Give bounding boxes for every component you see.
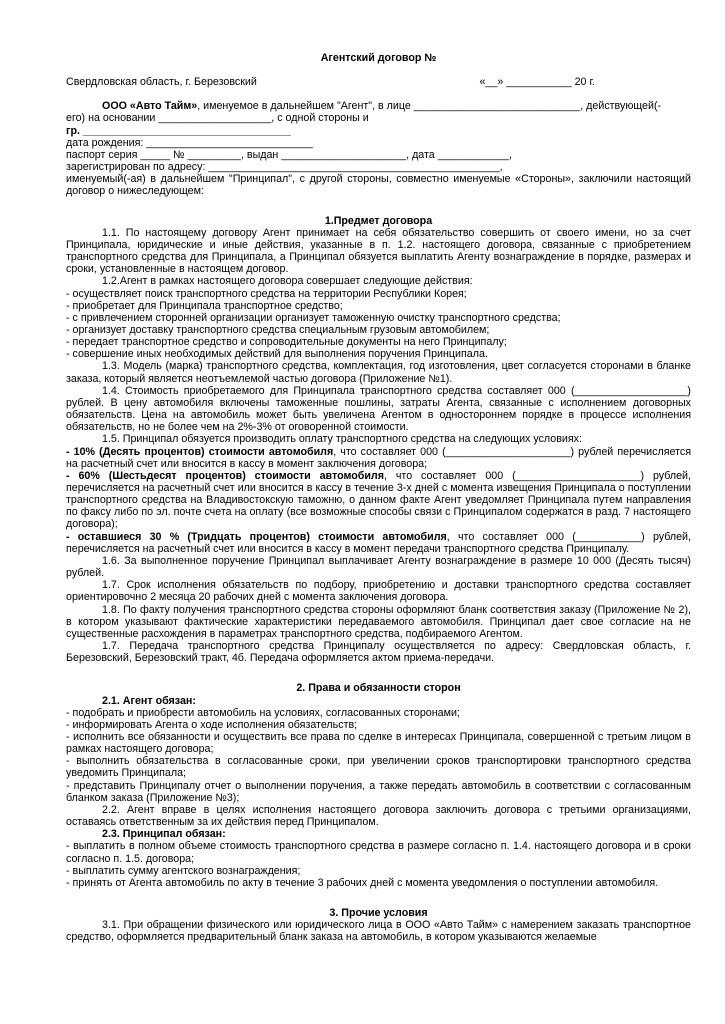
clause-1-7: 1.7. Срок исполнения обязательств по подбору, приобретению и доставки транспортного средства составляет ориентировочно 2 месяца 20 рабочих дней с момента заключения договора. xyxy=(66,579,691,604)
list-item: - представить Принципалу отчет о выполнении поручения, а также передать автомобиль в соответствии с согласованным бланком заказа (Приложение №3); xyxy=(66,779,691,804)
clause-2-2: 2.2. Агент вправе в целях исполнения настоящего договора заключить договора с третьими организациями, оставаясь ответственным за их действия перед Принципалом. xyxy=(66,803,691,829)
clause-1-5: 1.5. Принципал обязуется производить оплату транспортного средства на следующих условиях: xyxy=(102,433,582,446)
company-name: ООО «Авто Тайм» xyxy=(102,100,198,113)
payment-60-text: , что составляет 000 (_____________________) рублей, перечисляется на расчетный счет или вносится в кассу в течение 3-х дней с момента извещения Принципала о поступлении транспортного средства на Владивостокскую таможню, о данном факте Агент уведомляет Принципала путем направления по факсу либо по эл. почте счета на оплату (все возможные способы связи с Принципалом содержатся в разд. 7 настоящего договора); xyxy=(66,469,691,531)
citizen-blank: ___________________________________ xyxy=(82,124,291,137)
intro-line-2: его) на основании ___________________, с одной стороны и xyxy=(66,112,369,125)
payment-30-text: , что составляет 000 (___________) рублей, перечисляется на расчетный счет или вносится в кассу в момент передачи транспортного средства Принципалу. xyxy=(66,530,691,555)
passport-line: паспорт серия _____ № _________, выдан _____________________, дата ____________, xyxy=(66,148,512,161)
list-item: - приобретает для Принципала транспортное средство; xyxy=(66,299,343,312)
payment-10-text: , что составляет 000 (_____________________) рублей перечисляется на расчетный счет или вносится в кассу в момент заключения договора; xyxy=(66,445,692,470)
payment-60 xyxy=(66,470,691,531)
payment-30-label: - оставшиеся 30 % (Тридцать процентов) стоимости автомобиля xyxy=(66,530,447,543)
intro-block xyxy=(66,100,691,197)
citizen-line xyxy=(66,125,691,137)
intro-line-1 xyxy=(66,100,691,112)
payment-10-label: - 10% (Десять процентов) стоимости автомобиля xyxy=(66,445,334,458)
clause-1-8: 1.8. По факту получения транспортного средства стороны оформляют бланк соответствия заказу (Приложение № 2), в котором указывают фактические характеристики передаваемого автомобиля. Принципал дает свое согласие на не существенные расхождения в параметрах транспортного средства, подбираемого Агентом. xyxy=(66,603,691,640)
clause-3-1: 3.1. При обращении физического или юридического лица в ООО «Авто Тайм» с намерением заказать транспортное средство, оформляется предварительный бланк заказа на автомобиль, в котором указываются желаемые xyxy=(66,919,691,944)
list-item: - выплатить сумму агентского вознаграждения; xyxy=(66,864,301,877)
list-item: - информировать Агента о ходе исполнения обязательств; xyxy=(66,718,358,731)
principal-definition: именуемый(-ая) в дальнейшем "Принципал", с другой стороны, совместно именуемые «Стороны», заключили настоящий договор о нижеследующем: xyxy=(66,173,691,198)
list-item: - передает транспортное средство и сопроводительные документы на него Принципалу; xyxy=(66,336,507,349)
subsection-2-3: 2.3. Принципал обязан: xyxy=(102,828,226,841)
section-1-heading: 1.Предмет договора xyxy=(324,214,433,227)
clause-1-3: 1.3. Модель (марка) транспортного средства, комплектация, год изготовления, цвет согласуется сторонами в бланке заказа, который является неотъемлемой частью договора (Приложение №1). xyxy=(66,360,691,385)
list-item: - подобрать и приобрести автомобиль на условиях, согласованных сторонами; xyxy=(66,706,460,719)
clause-1-6: 1.6. За выполненное поручение Принципал выплачивает Агенту вознаграждение в размере 10 000 (Десять тысяч) рублей. xyxy=(66,554,691,580)
list-item: - исполнить все обязанности и осуществить все права по сделке в интересах Принципала, совершенной с третьим лицом в рамках настоящего договора; xyxy=(66,730,691,756)
section-2-heading: 2. Права и обязанности сторон xyxy=(296,682,461,695)
birth-date-line: дата рождения: ____________________________ xyxy=(66,136,313,149)
list-item: - принять от Агента автомобиль по акту в течение 3 рабочих дней с момента уведомления о поступлении автомобиля. xyxy=(66,876,659,889)
list-item: - организует доставку транспортного средства специальным грузовым автомобилем; xyxy=(66,323,490,336)
citizen-label: гр. xyxy=(66,124,83,137)
clause-1-1: 1.1. По настоящему договору Агент принимает на себя обязательство совершить от своего имени, но за счет Принципала, юридические и иные действия, указанные в п. 1.2. настоящего договора, связанные с приобретением транспортного средства для Принципала, а Принципал обязуется выплатить Агенту вознаграждение в порядке, размерах и сроки, установленные в настоящем договор. xyxy=(66,226,691,276)
document-title: Агентский договор № xyxy=(320,52,437,64)
section-3-heading: 3. Прочие условия xyxy=(329,907,428,919)
section-2 xyxy=(66,695,691,890)
contract-place: Свердловская область, г. Березовский xyxy=(66,76,257,89)
payment-10 xyxy=(66,446,691,470)
list-item: - совершение иных необходимых действий для выполнения поручения Принципала. xyxy=(66,348,488,361)
payment-30 xyxy=(66,531,691,555)
list-item: - выполнить обязательства в согласованные сроки, при увеличении сроков транспортировки транспортного средства уведомить Принципала; xyxy=(66,755,691,780)
payment-60-label: - 60% (Шестьдесят процентов) стоимости автомобиля xyxy=(66,469,384,482)
clause-1-2: 1.2.Агент в рамках настоящего договора совершает следующие действия: xyxy=(102,275,473,288)
clause-1-4: 1.4. Стоимость приобретаемого для Принципала транспортного средства составляет 000 (___________________) рублей. В цену автомобиля включены таможенные пошлины, затраты Агента, связанные с исполнением договорных обязательств. Цена на автомобиль может быть увеличена Агентом в одностороннем порядке в процессе исполнения обязательств, но не более чем на 2%-3% от оговоренной стоимости. xyxy=(66,384,691,434)
intro-line-1-rest: , именуемое в дальнейшем "Агент", в лице ____________________________, действующей(- xyxy=(197,100,662,113)
contract-date: «__» ___________ 20 г. xyxy=(479,76,595,89)
list-item: - осуществляет поиск транспортного средства на территории Республики Корея; xyxy=(66,287,467,300)
list-item: - с привлечением сторонней организации организует таможенную очистку транспортного средства; xyxy=(66,311,561,324)
clause-1-7-transfer: 1.7. Передача транспортного средства Принципалу осуществляется по адресу: Свердловская область, г. Березовский, Березовский тракт, 4б. Передача оформляется актом приема-передачи. xyxy=(66,640,691,665)
section-3 xyxy=(66,919,691,943)
subsection-2-1: 2.1. Агент обязан: xyxy=(102,694,196,707)
section-1 xyxy=(66,227,691,665)
registered-address-line: зарегистрирован по адресу: _________________________________________________, xyxy=(66,161,503,174)
place-date-line xyxy=(66,76,691,88)
list-item: - выплатить в полном объеме стоимость транспортного средства в размере согласно п. 1.4. настоящего договора и в сроки согласно п. 1.5. договора; xyxy=(66,840,691,865)
